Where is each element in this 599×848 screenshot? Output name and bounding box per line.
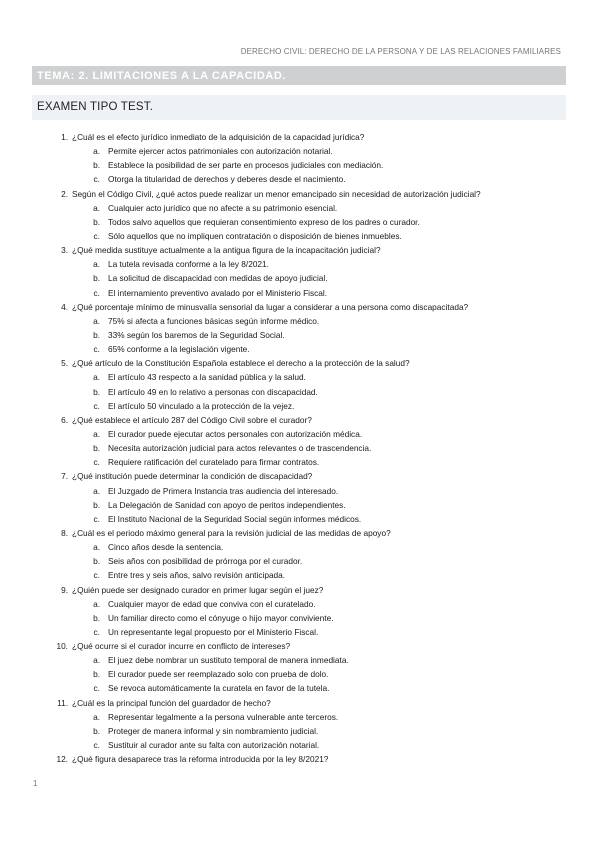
option-text: Permite ejercer actos patrimoniales con autorización notarial. (108, 146, 333, 157)
answer-option (0, 611, 599, 625)
option-letter: a. (93, 711, 100, 722)
answer-option (0, 370, 599, 384)
option-text: La Delegación de Sanidad con apoyo de peritos independientes. (108, 499, 346, 510)
answer-option (0, 172, 599, 186)
option-text: Cualquier acto jurídico que no afecte a su patrimonio esencial. (108, 202, 338, 213)
question-text: ¿Cuál es el efecto jurídico inmediato de la adquisición de la capacidad jurídica? (72, 132, 365, 142)
answer-option (0, 399, 599, 413)
option-letter: a. (93, 146, 100, 157)
answer-option (0, 271, 599, 285)
answer-option (0, 653, 599, 667)
question-item (0, 187, 599, 201)
question-item (0, 752, 599, 766)
option-text: Sólo aquellos que no impliquen contratación o disposición de bienes inmuebles. (108, 230, 402, 241)
question-item (0, 130, 599, 144)
option-text: Requiere ratificación del curatelado para firmar contratos. (108, 457, 320, 468)
option-text: Sustituir al curador ante su falta con autorización notarial. (108, 740, 320, 751)
answer-option (0, 286, 599, 300)
exam-title: EXAMEN TIPO TEST. (37, 101, 154, 113)
option-letter: b. (93, 669, 100, 680)
option-letter: a. (93, 542, 100, 553)
answer-option (0, 385, 599, 399)
option-text: La solicitud de discapacidad con medidas de apoyo judicial. (108, 273, 328, 284)
topic-banner (32, 66, 566, 85)
question-number: 4. (61, 301, 68, 312)
answer-option (0, 257, 599, 271)
question-item (0, 583, 599, 597)
question-number: 2. (61, 188, 68, 199)
option-text: Representar legalmente a la persona vulnerable ante terceros. (108, 711, 339, 722)
option-text: Otorga la titularidad de derechos y deberes desde el nacimiento. (108, 174, 346, 185)
option-text: El artículo 43 respecto a la sanidad pública y la salud. (108, 372, 306, 383)
question-item (0, 300, 599, 314)
option-letter: b. (93, 443, 100, 454)
option-text: El curador puede ejecutar actos personales con autorización médica. (108, 428, 363, 439)
option-letter: a. (93, 372, 100, 383)
option-letter: c. (93, 457, 100, 468)
question-number: 9. (61, 584, 68, 595)
answer-option (0, 512, 599, 526)
option-text: El curador puede ser reemplazado solo con prueba de dolo. (108, 669, 329, 680)
question-text: ¿Qué ocurre si el curador incurre en conflicto de intereses? (72, 641, 291, 652)
option-letter: c. (93, 287, 100, 298)
answer-option (0, 738, 599, 752)
topic-title: TEMA: 2. LIMITACIONES A LA CAPACIDAD. (37, 70, 287, 82)
question-number: 10. (56, 641, 68, 652)
question-text: ¿Qué establece el artículo 287 del Código Civil sobre el curador? (72, 414, 312, 425)
option-letter: a. (93, 485, 100, 496)
answer-option (0, 215, 599, 229)
option-text: Seis años con posibilidad de prórroga por el curador. (108, 556, 303, 567)
answer-option (0, 342, 599, 356)
question-item (0, 356, 599, 370)
option-text: El juez debe nombrar un sustituto temporal de manera inmediata. (108, 655, 349, 666)
option-text: Entre tres y seis años, salvo revisión anticipada. (108, 570, 286, 581)
option-letter: b. (93, 612, 100, 623)
running-head: DERECHO CIVIL: DERECHO DE LA PERSONA Y DE LAS RELACIONES FAMILIARES (240, 47, 561, 56)
option-text: Todos salvo aquellos que requieran consentimiento expreso de los padres o curador. (108, 216, 420, 227)
option-letter: b. (93, 160, 100, 171)
option-text: 75% si afecta a funciones básicas según informe médico. (108, 315, 320, 326)
question-text: ¿Quién puede ser designado curador en primer lugar según el juez? (72, 584, 324, 595)
answer-option (0, 498, 599, 512)
question-number: 7. (61, 471, 68, 482)
option-letter: c. (93, 230, 100, 241)
answer-option (0, 625, 599, 639)
option-text: Un representante legal propuesto por el Ministerio Fiscal. (108, 626, 319, 637)
option-text: El Juzgado de Primera Instancia tras audiencia del interesado. (108, 485, 339, 496)
option-letter: c. (93, 570, 100, 581)
question-list (0, 130, 599, 766)
question-text: ¿Qué artículo de la Constitución Española establece el derecho a la protección de la salud? (72, 358, 410, 369)
answer-option (0, 484, 599, 498)
question-number: 1. (61, 132, 68, 142)
question-item (0, 413, 599, 427)
option-text: Cualquier mayor de edad que conviva con el curatelado. (108, 598, 316, 609)
option-text: El Instituto Nacional de la Seguridad Social según informes médicos. (108, 513, 362, 524)
option-text: El internamiento preventivo avalado por el Ministerio Fiscal. (108, 287, 328, 298)
answer-option (0, 724, 599, 738)
answer-option (0, 681, 599, 695)
question-text: Según el Código Civil, ¿qué actos puede realizar un menor emancipado sin necesidad de autorización judicial? (72, 188, 481, 199)
page-number: 1 (33, 779, 38, 788)
answer-option (0, 229, 599, 243)
question-text: ¿Qué medida sustituye actualmente a la antigua figura de la incapacitación judicial? (72, 245, 381, 256)
option-letter: c. (93, 174, 100, 185)
option-letter: a. (93, 655, 100, 666)
option-letter: b. (93, 556, 100, 567)
question-text: ¿Qué porcentaje mínimo de minusvalía sensorial da lugar a considerar a una persona como discapacitada? (72, 301, 469, 312)
option-letter: c. (93, 626, 100, 637)
option-letter: b. (93, 499, 100, 510)
option-text: Un familiar directo como el cónyuge o hijo mayor conviviente. (108, 612, 334, 623)
answer-option (0, 455, 599, 469)
question-text: ¿Qué institución puede determinar la condición de discapacidad? (72, 471, 313, 482)
option-text: 33% según los baremos de la Seguridad Social. (108, 329, 285, 340)
option-text: La tutela revisada conforme a la ley 8/2021. (108, 259, 269, 270)
question-number: 11. (57, 697, 68, 708)
option-letter: b. (93, 386, 100, 397)
answer-option (0, 314, 599, 328)
option-letter: a. (93, 259, 100, 270)
option-text: 65% conforme a la legislación vigente. (108, 344, 250, 355)
answer-option (0, 441, 599, 455)
answer-option (0, 554, 599, 568)
option-text: El artículo 49 en lo relativo a personas con discapacidad. (108, 386, 318, 397)
question-item (0, 696, 599, 710)
question-item (0, 469, 599, 483)
option-letter: b. (93, 216, 100, 227)
option-letter: c. (93, 513, 100, 524)
option-letter: c. (93, 740, 100, 751)
option-text: El artículo 50 vinculado a la protección de la vejez. (108, 400, 295, 411)
answer-option (0, 667, 599, 681)
question-number: 5. (61, 358, 68, 369)
answer-option (0, 158, 599, 172)
question-number: 6. (61, 414, 68, 425)
question-text: ¿Qué figura desaparece tras la reforma introducida por la ley 8/2021? (72, 754, 329, 765)
option-letter: c. (93, 400, 100, 411)
question-item (0, 243, 599, 257)
option-letter: a. (93, 202, 100, 213)
question-number: 12. (56, 754, 68, 765)
answer-option (0, 710, 599, 724)
question-item (0, 639, 599, 653)
option-letter: a. (93, 315, 100, 326)
question-item (0, 526, 599, 540)
answer-option (0, 144, 599, 158)
option-letter: b. (93, 273, 100, 284)
option-letter: c. (93, 683, 100, 694)
option-text: Se revoca automáticamente la curatela en favor de la tutela. (108, 683, 330, 694)
option-letter: a. (93, 598, 100, 609)
question-number: 8. (61, 527, 68, 538)
question-number: 3. (61, 245, 68, 256)
option-text: Cinco años desde la sentencia. (108, 542, 224, 553)
answer-option (0, 597, 599, 611)
answer-option (0, 568, 599, 582)
answer-option (0, 201, 599, 215)
answer-option (0, 540, 599, 554)
question-text: ¿Cuál es el periodo máximo general para la revisión judicial de las medidas de apoyo? (72, 527, 391, 538)
option-letter: c. (93, 344, 100, 355)
option-letter: b. (93, 329, 100, 340)
answer-option (0, 427, 599, 441)
option-text: Necesita autorización judicial para actos relevantes o de trascendencia. (108, 443, 372, 454)
option-text: Establece la posibilidad de ser parte en procesos judiciales con mediación. (108, 160, 384, 171)
exam-title-bar (32, 95, 566, 120)
question-text: ¿Cuál es la principal función del guardador de hecho? (72, 697, 271, 708)
option-letter: b. (93, 725, 100, 736)
answer-option (0, 328, 599, 342)
option-text: Proteger de manera informal y sin nombramiento judicial. (108, 725, 319, 736)
option-letter: a. (93, 428, 100, 439)
